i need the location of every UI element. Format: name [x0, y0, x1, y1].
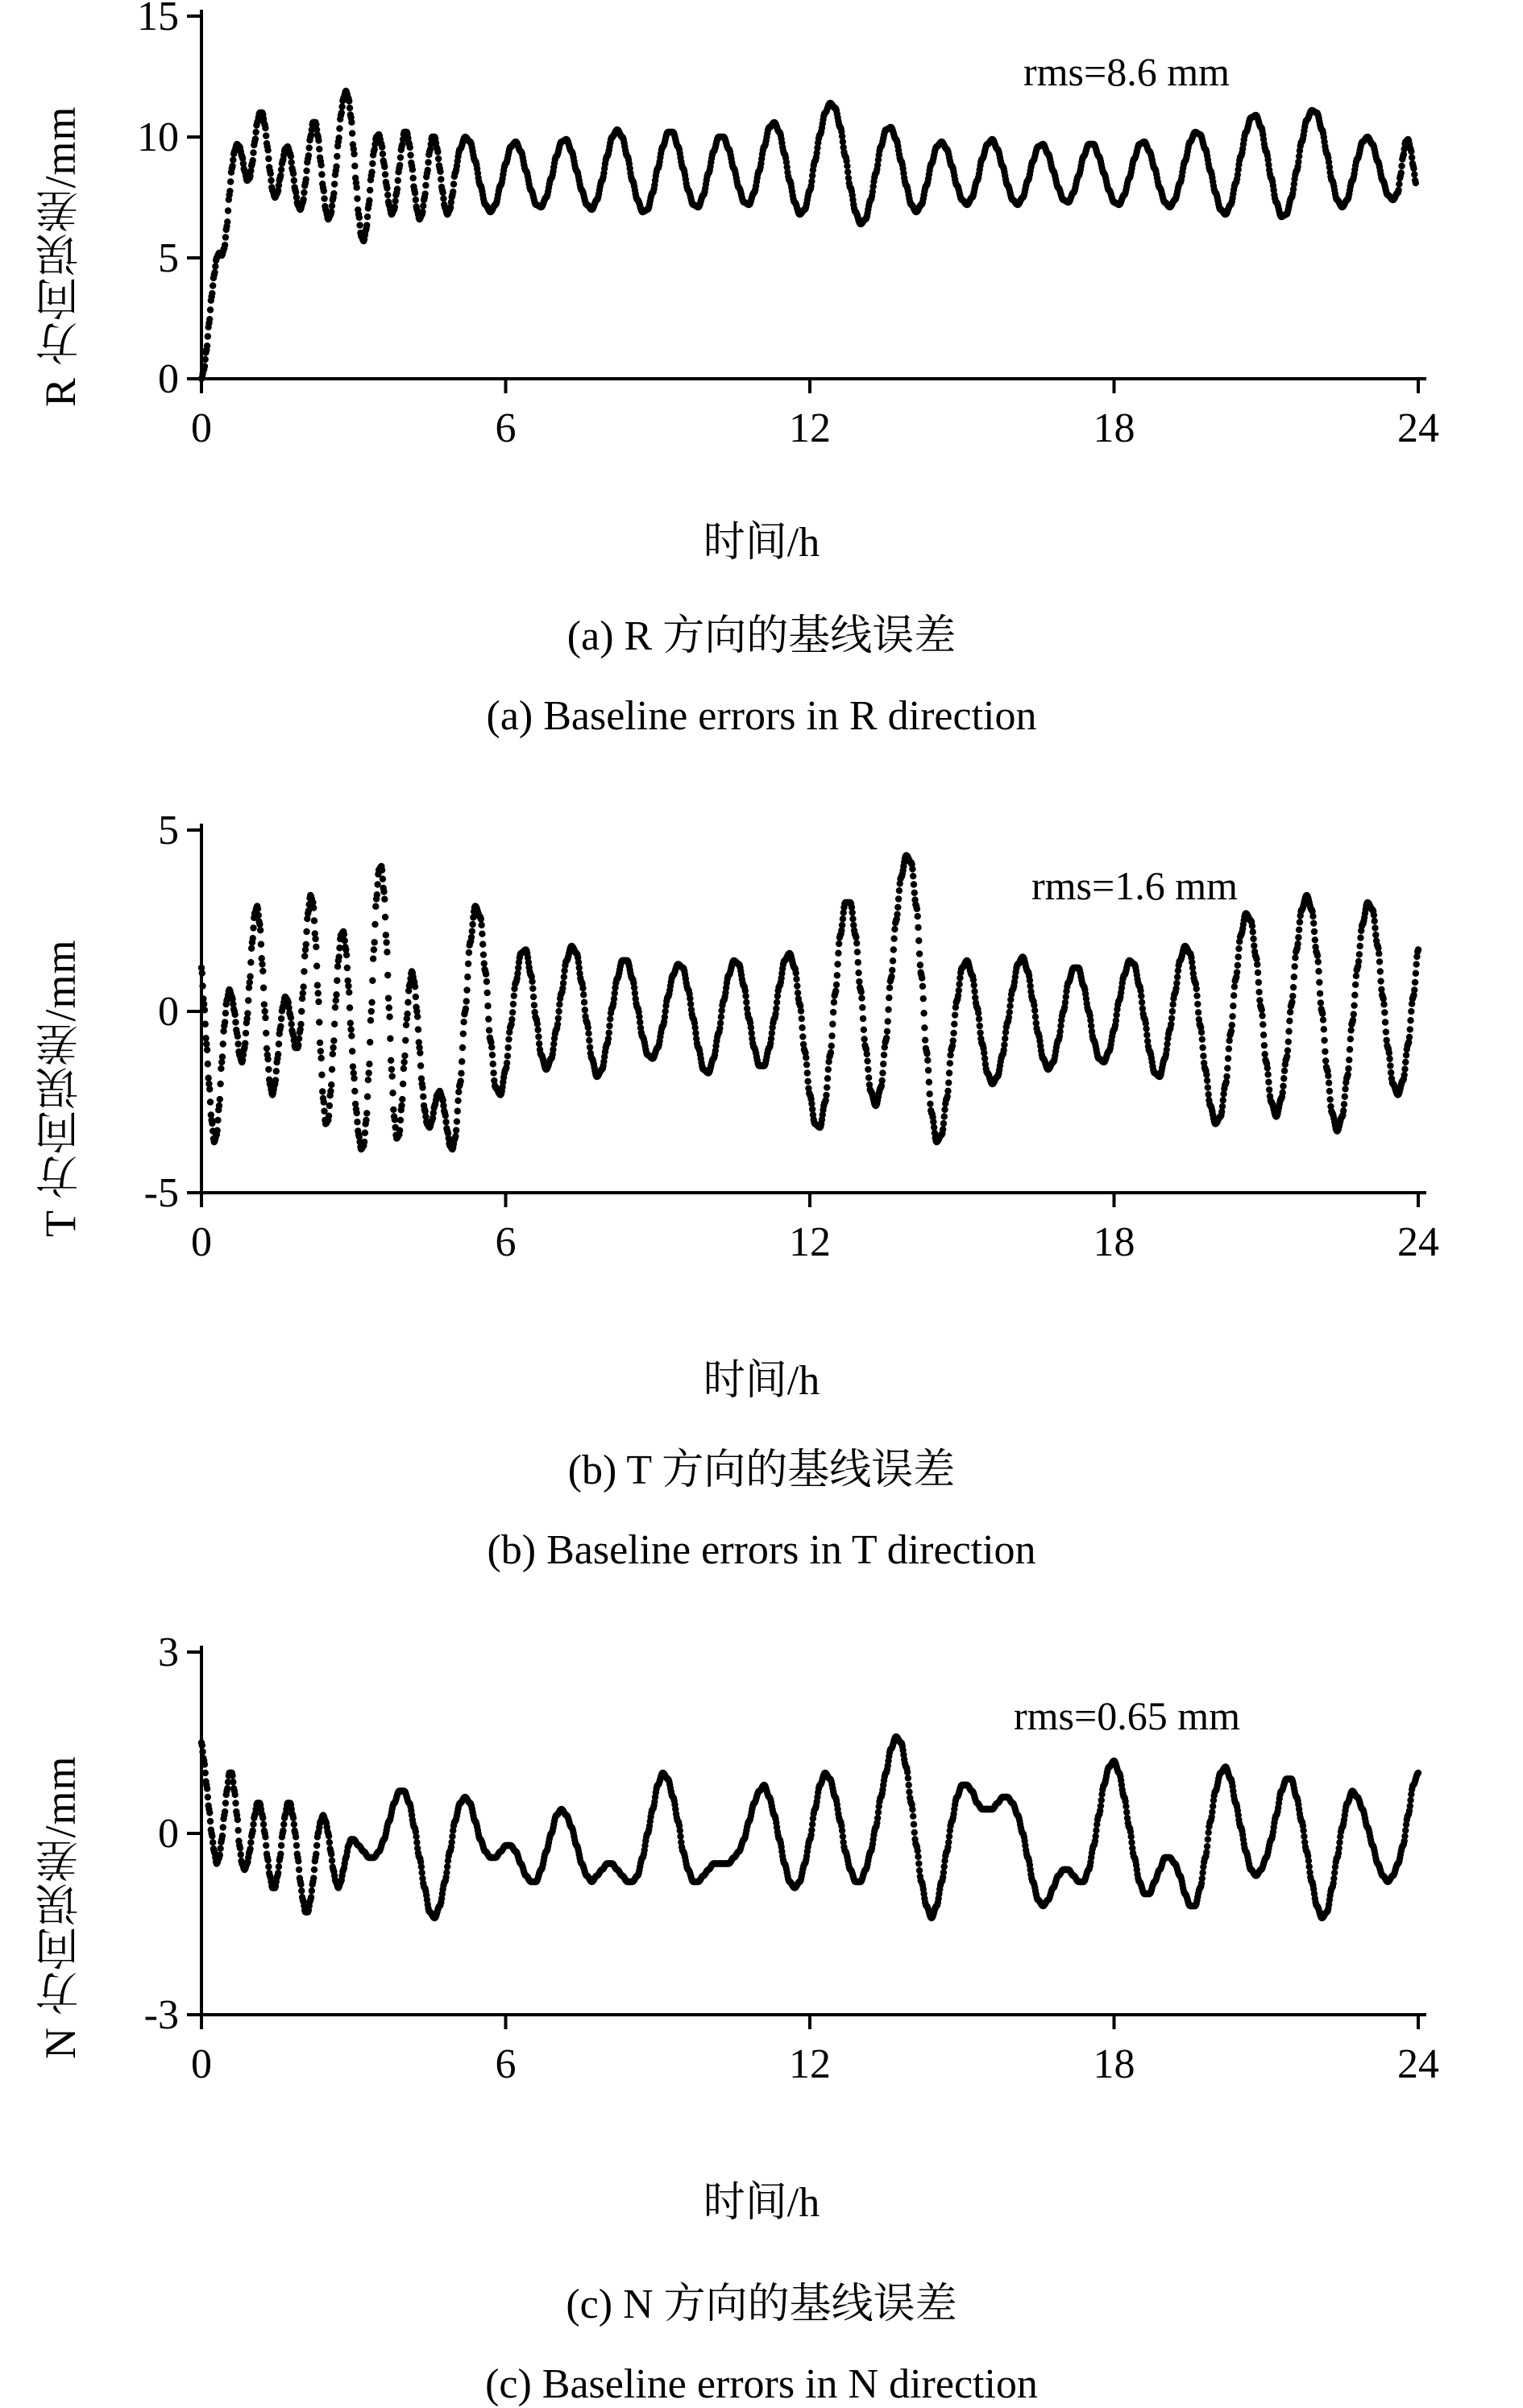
- panel-b-plot: [105, 814, 1523, 1265]
- svg-text:0: 0: [158, 356, 179, 402]
- panel-c: [0, 1620, 1523, 2380]
- svg-text:6: 6: [496, 1219, 517, 1265]
- svg-text:5: 5: [158, 814, 179, 853]
- svg-text:24: 24: [1397, 405, 1439, 451]
- svg-text:18: 18: [1093, 2041, 1135, 2087]
- svg-text:-3: -3: [144, 1992, 179, 2038]
- svg-text:12: 12: [789, 405, 831, 451]
- panel-b-y-axis-label: T 方向误差/mm: [29, 842, 91, 1237]
- svg-text:0: 0: [191, 1219, 212, 1265]
- panel-c-plot: [105, 1636, 1523, 2087]
- panel-a-caption-en: (a) Baseline errors in R direction: [0, 692, 1523, 740]
- svg-text:6: 6: [496, 405, 517, 451]
- panel-a-plot: [105, 0, 1523, 451]
- panel-b: [0, 798, 1523, 1604]
- panel-a-y-axis-label: R 方向误差/mm: [29, 20, 91, 407]
- panel-c-caption-en: (c) Baseline errors in N direction: [0, 2360, 1523, 2408]
- panel-a-x-axis-label: 时间/h: [0, 508, 1523, 568]
- svg-text:5: 5: [158, 235, 179, 281]
- panel-a-caption-cn: (a) R 方向的基线误差: [0, 601, 1523, 662]
- svg-text:18: 18: [1093, 1219, 1135, 1265]
- svg-text:10: 10: [137, 114, 179, 160]
- svg-text:12: 12: [789, 1219, 831, 1265]
- svg-text:24: 24: [1397, 2041, 1439, 2087]
- panel-a-svg: [105, 0, 1523, 451]
- svg-text:18: 18: [1093, 405, 1135, 451]
- svg-text:0: 0: [158, 989, 179, 1035]
- panel-b-caption-cn: (b) T 方向的基线误差: [0, 1435, 1523, 1496]
- panel-b-svg: [105, 814, 1523, 1265]
- svg-text:24: 24: [1397, 1219, 1439, 1265]
- svg-text:15: 15: [137, 0, 179, 39]
- svg-text:0: 0: [158, 1811, 179, 1857]
- panel-c-x-axis-label: 时间/h: [0, 2168, 1523, 2228]
- panel-c-svg: [105, 1636, 1523, 2087]
- svg-text:12: 12: [789, 2041, 831, 2087]
- panel-c-caption-cn: (c) N 方向的基线误差: [0, 2269, 1523, 2330]
- panel-b-caption-en: (b) Baseline errors in T direction: [0, 1526, 1523, 1574]
- panel-a: [0, 0, 1523, 758]
- panel-a-rms-annotation: rms=8.6 mm: [1023, 48, 1230, 95]
- panel-c-rms-annotation: rms=0.65 mm: [1014, 1692, 1240, 1739]
- panel-c-y-axis-label: N 方向误差/mm: [29, 1664, 91, 2059]
- panel-b-x-axis-label: 时间/h: [0, 1346, 1523, 1406]
- panel-b-rms-annotation: rms=1.6 mm: [1031, 862, 1238, 909]
- svg-text:0: 0: [191, 2041, 212, 2087]
- svg-text:0: 0: [191, 405, 212, 451]
- svg-text:6: 6: [496, 2041, 517, 2087]
- svg-text:3: 3: [158, 1636, 179, 1675]
- svg-text:-5: -5: [144, 1170, 179, 1216]
